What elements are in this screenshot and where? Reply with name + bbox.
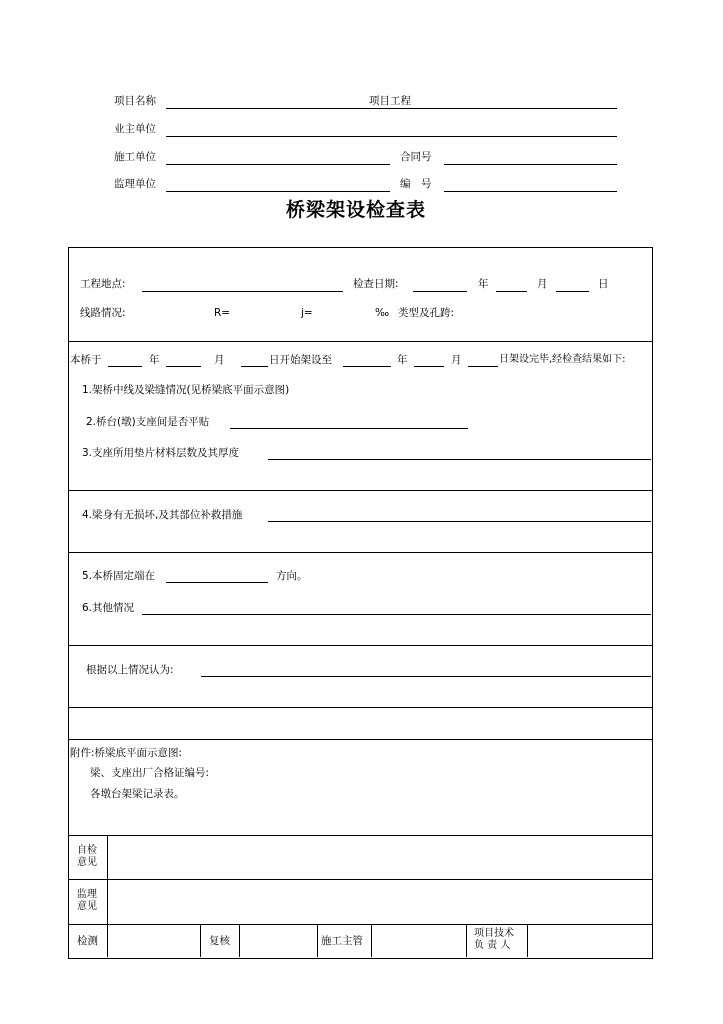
permil-label: ‰: [375, 307, 390, 319]
attachments-heading: 附件:桥梁底平面示意图:: [70, 747, 183, 759]
contract-no-label: 合同号: [400, 151, 432, 163]
attachment-record: 各墩台架梁记录表。: [90, 788, 185, 800]
self-check-label-1: 自检: [77, 845, 97, 856]
self-check-label-2: 意见: [77, 857, 97, 868]
type-span-label: 类型及孔跨:: [398, 307, 455, 319]
start-year-label: 年: [149, 354, 160, 366]
item-5-suffix: 方向。: [276, 570, 308, 582]
measure-cell[interactable]: [108, 925, 199, 956]
item-6-field[interactable]: [142, 614, 651, 615]
check-month-label: 月: [537, 278, 548, 290]
supervisor-label: 监理单位: [114, 178, 156, 190]
divider: [68, 490, 652, 491]
recheck-cell[interactable]: [240, 925, 316, 956]
contractor-field[interactable]: [166, 164, 390, 165]
project-name-line: [166, 108, 617, 109]
check-day-field[interactable]: [556, 291, 589, 292]
owner-field[interactable]: [166, 136, 617, 137]
page-title: 桥梁架设检查表: [286, 199, 427, 221]
start-year-field[interactable]: [108, 366, 142, 367]
location-label: 工程地点:: [80, 278, 126, 290]
conclusion-label: 根据以上情况认为:: [86, 664, 174, 676]
serial-field[interactable]: [444, 191, 617, 192]
supervision-label-2: 意见: [77, 901, 97, 912]
serial-label: 编 号: [400, 178, 432, 190]
self-check-cell[interactable]: [108, 836, 650, 878]
check-year-field[interactable]: [413, 291, 467, 292]
check-day-label: 日: [598, 278, 609, 290]
supervisor-field[interactable]: [166, 191, 390, 192]
start-month-field[interactable]: [166, 366, 201, 367]
item-4: 4.梁身有无损坏,及其部位补救措施: [82, 509, 243, 521]
end-day-field[interactable]: [468, 366, 498, 367]
divider: [68, 552, 652, 553]
j-label: j=: [301, 307, 313, 319]
divider: [68, 341, 652, 342]
tech-lead-cell[interactable]: [528, 925, 650, 956]
measure-label: 检测: [77, 935, 98, 947]
start-month-label: 月: [214, 354, 225, 366]
bridge-prefix: 本桥于: [70, 354, 102, 366]
attachment-cert: 梁、支座出厂合格证编号:: [90, 767, 210, 779]
check-date-label: 检查日期:: [353, 278, 399, 290]
site-manager-cell[interactable]: [372, 925, 465, 956]
start-text: 日开始架设至: [269, 354, 332, 366]
item-2: 2.桥台(墩)支座间是否平贴: [86, 416, 210, 428]
recheck-label: 复核: [209, 935, 230, 947]
item-2-field[interactable]: [230, 428, 468, 429]
item-6: 6.其他情况: [82, 602, 135, 614]
conclusion-field[interactable]: [201, 676, 651, 677]
divider: [68, 645, 652, 646]
item-3-field[interactable]: [268, 459, 651, 460]
contract-no-field[interactable]: [444, 164, 617, 165]
item-4-field[interactable]: [268, 521, 651, 522]
item-3: 3.支座所用垫片材料层数及其厚度: [82, 447, 240, 459]
location-field[interactable]: [142, 291, 343, 292]
divider: [68, 707, 652, 708]
divider: [68, 739, 652, 740]
end-month-field[interactable]: [414, 366, 444, 367]
end-text: 日架设完毕,经检查结果如下:: [499, 354, 626, 365]
owner-label: 业主单位: [114, 123, 156, 135]
project-name-value[interactable]: 项目工程: [369, 95, 411, 107]
check-year-label: 年: [478, 278, 489, 290]
check-month-field[interactable]: [496, 291, 527, 292]
r-label: R=: [214, 307, 231, 319]
supervision-cell[interactable]: [108, 880, 650, 923]
site-manager-label: 施工主管: [321, 935, 363, 947]
grid-col: [466, 924, 467, 957]
end-month-label: 月: [451, 354, 462, 366]
route-label: 线路情况:: [80, 307, 126, 319]
supervision-label-1: 监理: [77, 889, 97, 900]
item-5-field[interactable]: [166, 582, 268, 583]
item-1: 1.架桥中线及梁缝情况(见桥梁底平面示意图): [82, 384, 290, 396]
grid-col: [317, 924, 318, 957]
tech-lead-label-1: 项目技术: [474, 928, 514, 939]
tech-lead-label-2: 负 责 人: [474, 940, 511, 951]
start-day-field[interactable]: [241, 366, 268, 367]
contractor-label: 施工单位: [114, 151, 156, 163]
end-year-label: 年: [397, 354, 408, 366]
item-5: 5.本桥固定端在: [82, 570, 156, 582]
project-name-label: 项目名称: [114, 95, 156, 107]
end-year-field[interactable]: [343, 366, 391, 367]
grid-col: [200, 924, 201, 957]
